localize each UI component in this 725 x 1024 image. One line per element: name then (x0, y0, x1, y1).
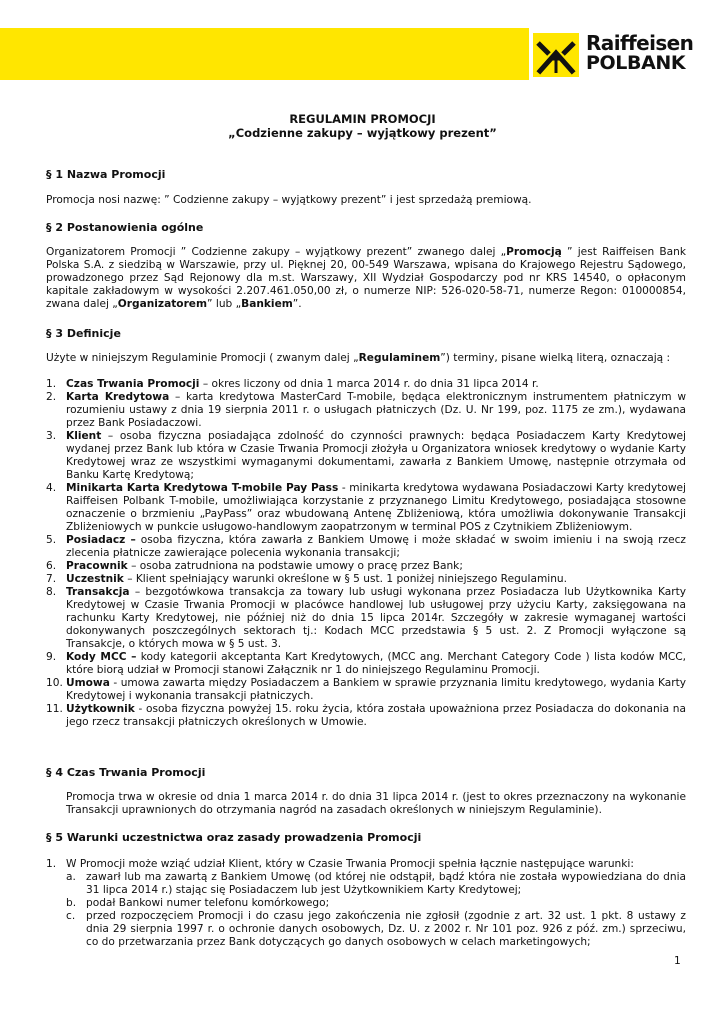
definition-number: 2. (46, 391, 57, 403)
definition-text: osoba fizyczna, która zawarła z Bankiem Umowę i może składać w swoim imieniu i na swoją rzecz zlecenia płatnicze zawierające polecenia wykonania transakcji; (66, 534, 686, 559)
definition-text: - osoba fizyczna powyżej 15. roku życia, która została upoważniona przez Posiadacza do dokonania na jego rzecz transakcji płatniczych określonych w Umowie. (66, 703, 686, 728)
condition-item (66, 910, 686, 949)
definition-number: 6. (46, 560, 57, 572)
condition-letter: b. (66, 897, 77, 909)
definition-term: Karta Kredytowa (66, 391, 170, 403)
definition-item (46, 651, 686, 677)
definition-item (46, 703, 686, 729)
definition-term: Uczestnik (66, 573, 124, 585)
definition-item (46, 534, 686, 560)
definition-term: Transakcja (66, 586, 130, 598)
definition-term: Użytkownik (66, 703, 135, 715)
condition-text: podał Bankowi numer telefonu komórkowego; (86, 897, 330, 909)
definition-text: – karta kredytowa MasterCard T-mobile, będąca elektronicznym instrumentem płatniczym w rozumieniu ustawy z dnia 19 sierpnia 2011 r. o usługach płatniczych (Dz. U. Nr 199, poz. 1175 ze zm.), wydawana przez Bank Posiadaczowi. (66, 391, 686, 429)
definition-term: Kody MCC – (66, 651, 137, 663)
definition-number: 9. (46, 651, 57, 663)
definition-number: 5. (46, 534, 57, 546)
document-title (0, 112, 725, 140)
definition-term: Czas Trwania Promocji (66, 378, 200, 390)
definition-number: 7. (46, 573, 57, 585)
definition-term: Klient (66, 430, 102, 442)
definition-number: 4. (46, 482, 57, 494)
definition-number: 10. (46, 677, 63, 689)
definition-number: 1. (46, 378, 57, 390)
bank-logo (529, 26, 725, 84)
definition-item (46, 430, 686, 482)
definition-item (46, 586, 686, 651)
condition-item (66, 871, 686, 897)
definition-term: Minikarta Karta Kredytowa T-mobile Pay Pass (66, 482, 339, 494)
definition-number: 11. (46, 703, 63, 715)
section-4-heading: § 4 Czas Trwania Promocji (46, 766, 206, 779)
section-5-item-1: 1. W Promocji może wziąć udział Klient, który w Czasie Trwania Promocji spełnia łącznie następujące warunki: (46, 858, 634, 870)
raiffeisen-gable-cross-icon (533, 33, 579, 77)
condition-item (66, 897, 686, 910)
definition-text: – okres liczony od dnia 1 marca 2014 r. do dnia 31 lipca 2014 r. (199, 378, 539, 390)
definition-item (46, 378, 686, 391)
section-3-heading: § 3 Definicje (46, 327, 121, 340)
section-2-heading: § 2 Postanowienia ogólne (46, 221, 204, 234)
definition-item (46, 560, 686, 573)
definition-text: - minikarta kredytowa wydawana Posiadaczowi Karty kredytowej Raiffeisen Polbank T-mobile, umożliwiająca korzystanie z przyznanego Limitu Kredytowego, posiadająca stosowne oznaczenie o brzmieniu „PayPass” oraz wbudowaną Antenę Zbliżeniową, która umożliwia dokonywanie Transakcji Zbliżeniowych w punkcie usługowo-handlowym zaopatrzonym w terminal POS z Czytnikiem Zbliżeniowym. (66, 482, 686, 533)
section-2-text: Organizatorem Promocji ” Codzienne zakupy – wyjątkowy prezent” zwanego dalej „Promocją ” jest Raiffeisen Bank Polska S.A. z siedzibą w Warszawie, przy ul. Pięknej 20, 00-549 Warszawa, wpisana do Krajowego Rejestru Sądowego, prowadzonego przez Sąd Rejonowy dla m.st. Warszawy, XII Wydział Gospodarczy pod nr KRS 14540, o opłaconym kapitale zakładowym w wysokości 2.207.461.050,00 zł, o numerze NIP: 526-020-58-71, numerze Regon: 010000854, zwana dalej „Organizatorem” lub „Bankiem”. (46, 246, 686, 310)
section-4-text: Promocja trwa w okresie od dnia 1 marca 2014 r. do dnia 31 lipca 2014 r. (jest to okres przeznaczony na wykonanie Transakcji uprawnionych do otrzymania nagród na zasadach określonych w niniejszym Regulaminie). (66, 791, 686, 816)
definition-text: – Klient spełniający warunki określone w § 5 ust. 1 poniżej niniejszego Regulaminu. (123, 573, 568, 585)
definition-text: – osoba zatrudniona na podstawie umowy o pracę przez Bank; (127, 560, 463, 572)
section-3-intro: Użyte w niniejszym Regulaminie Promocji ( zwanym dalej „Regulaminem”) terminy, pisane wielką literą, oznaczają : (46, 352, 671, 364)
definition-text: – osoba fizyczna posiadająca zdolność do czynności prawnych: będąca Posiadaczem Karty Kredytowej wydanej przez Bank lub która w Czasie Trwania Promocji złożyła u Organizatora wniosek kredytowy o wydanie Karty Kredytowej wraz ze wszystkimi wymaganymi dokumentami, zawarła z Bankiem Umowę, następnie otrzymała od Banku Kartę Kredytową; (66, 430, 686, 481)
definition-text: - umowa zawarta między Posiadaczem a Bankiem w sprawie przyznania limitu kredytowego, wydania Karty Kredytowej i wykonania transakcji płatniczych. (66, 677, 686, 702)
definitions-list (46, 378, 686, 729)
definition-item (46, 482, 686, 534)
brand-name: Raiffeisen (586, 31, 694, 55)
condition-letter: a. (66, 871, 76, 883)
definition-item (46, 677, 686, 703)
condition-text: zawarł lub ma zawartą z Bankiem Umowę (od której nie odstąpił, bądź która nie została wypowiedziana do dnia 31 lipca 2014 r.) stając się Posiadaczem lub jest Użytkownikiem Karty Kredytowej; (86, 871, 686, 896)
brand-subname: POLBANK (586, 52, 686, 74)
definition-number: 8. (46, 586, 57, 598)
title-line-2: „Codzienne zakupy – wyjątkowy prezent” (228, 126, 497, 140)
section-1-text: Promocja nosi nazwę: ” Codzienne zakupy – wyjątkowy prezent” i jest sprzedażą premiową. (46, 194, 532, 206)
definition-number: 3. (46, 430, 57, 442)
definition-term: Posiadacz – (66, 534, 136, 546)
page-number: 1 (674, 955, 681, 967)
condition-text: przed rozpoczęciem Promocji i do czasu jego zakończenia nie zgłosił (zgodnie z art. 32 ust. 1 pkt. 8 ustawy z dnia 29 sierpnia 1997 r. o ochronie danych osobowych, Dz. U. z 2002 r. Nr 101 poz. 926 z póź. zm.) sprzeciwu, co do przetwarzania przez Bank dotyczących go danych osobowych w celach marketingowych; (86, 910, 686, 948)
section-1-heading: § 1 Nazwa Promocji (46, 168, 166, 181)
definition-item (46, 391, 686, 430)
title-line-1: REGULAMIN PROMOCJI (289, 112, 436, 126)
definition-text: – bezgotówkowa transakcja za towary lub usługi wykonana przez Posiadacza lub Użytkownika Karty Kredytowej w Czasie Trwania Promocji w placówce handlowej lub usługowej przy użyciu Karty, zaksięgowana na rachunku Karty Kredytowej, nie później niż do dnia 15 lipca 2014r. Szczegóły w zakresie wymaganej wartości dokonywanych poszczególnych sektorach tj.: Kodach MCC przedstawia § 5 ust. 2. Z Promocji wyłączone są Transakcje, o których mowa w § 5 ust. 3. (66, 586, 686, 650)
definition-term: Pracownik (66, 560, 128, 572)
definition-term: Umowa (66, 677, 110, 689)
definition-text: kody kategorii akceptanta Kart Kredytowych, (MCC ang. Merchant Category Code ) lista kodów MCC, które biorą udział w Promocji stanowi Załącznik nr 1 do niniejszego Regulaminu Promocji. (66, 651, 686, 676)
definition-item (46, 573, 686, 586)
section-5-heading: § 5 Warunki uczestnictwa oraz zasady prowadzenia Promocji (46, 831, 422, 844)
condition-letter: c. (66, 910, 76, 922)
section-5-subitems (66, 871, 686, 949)
